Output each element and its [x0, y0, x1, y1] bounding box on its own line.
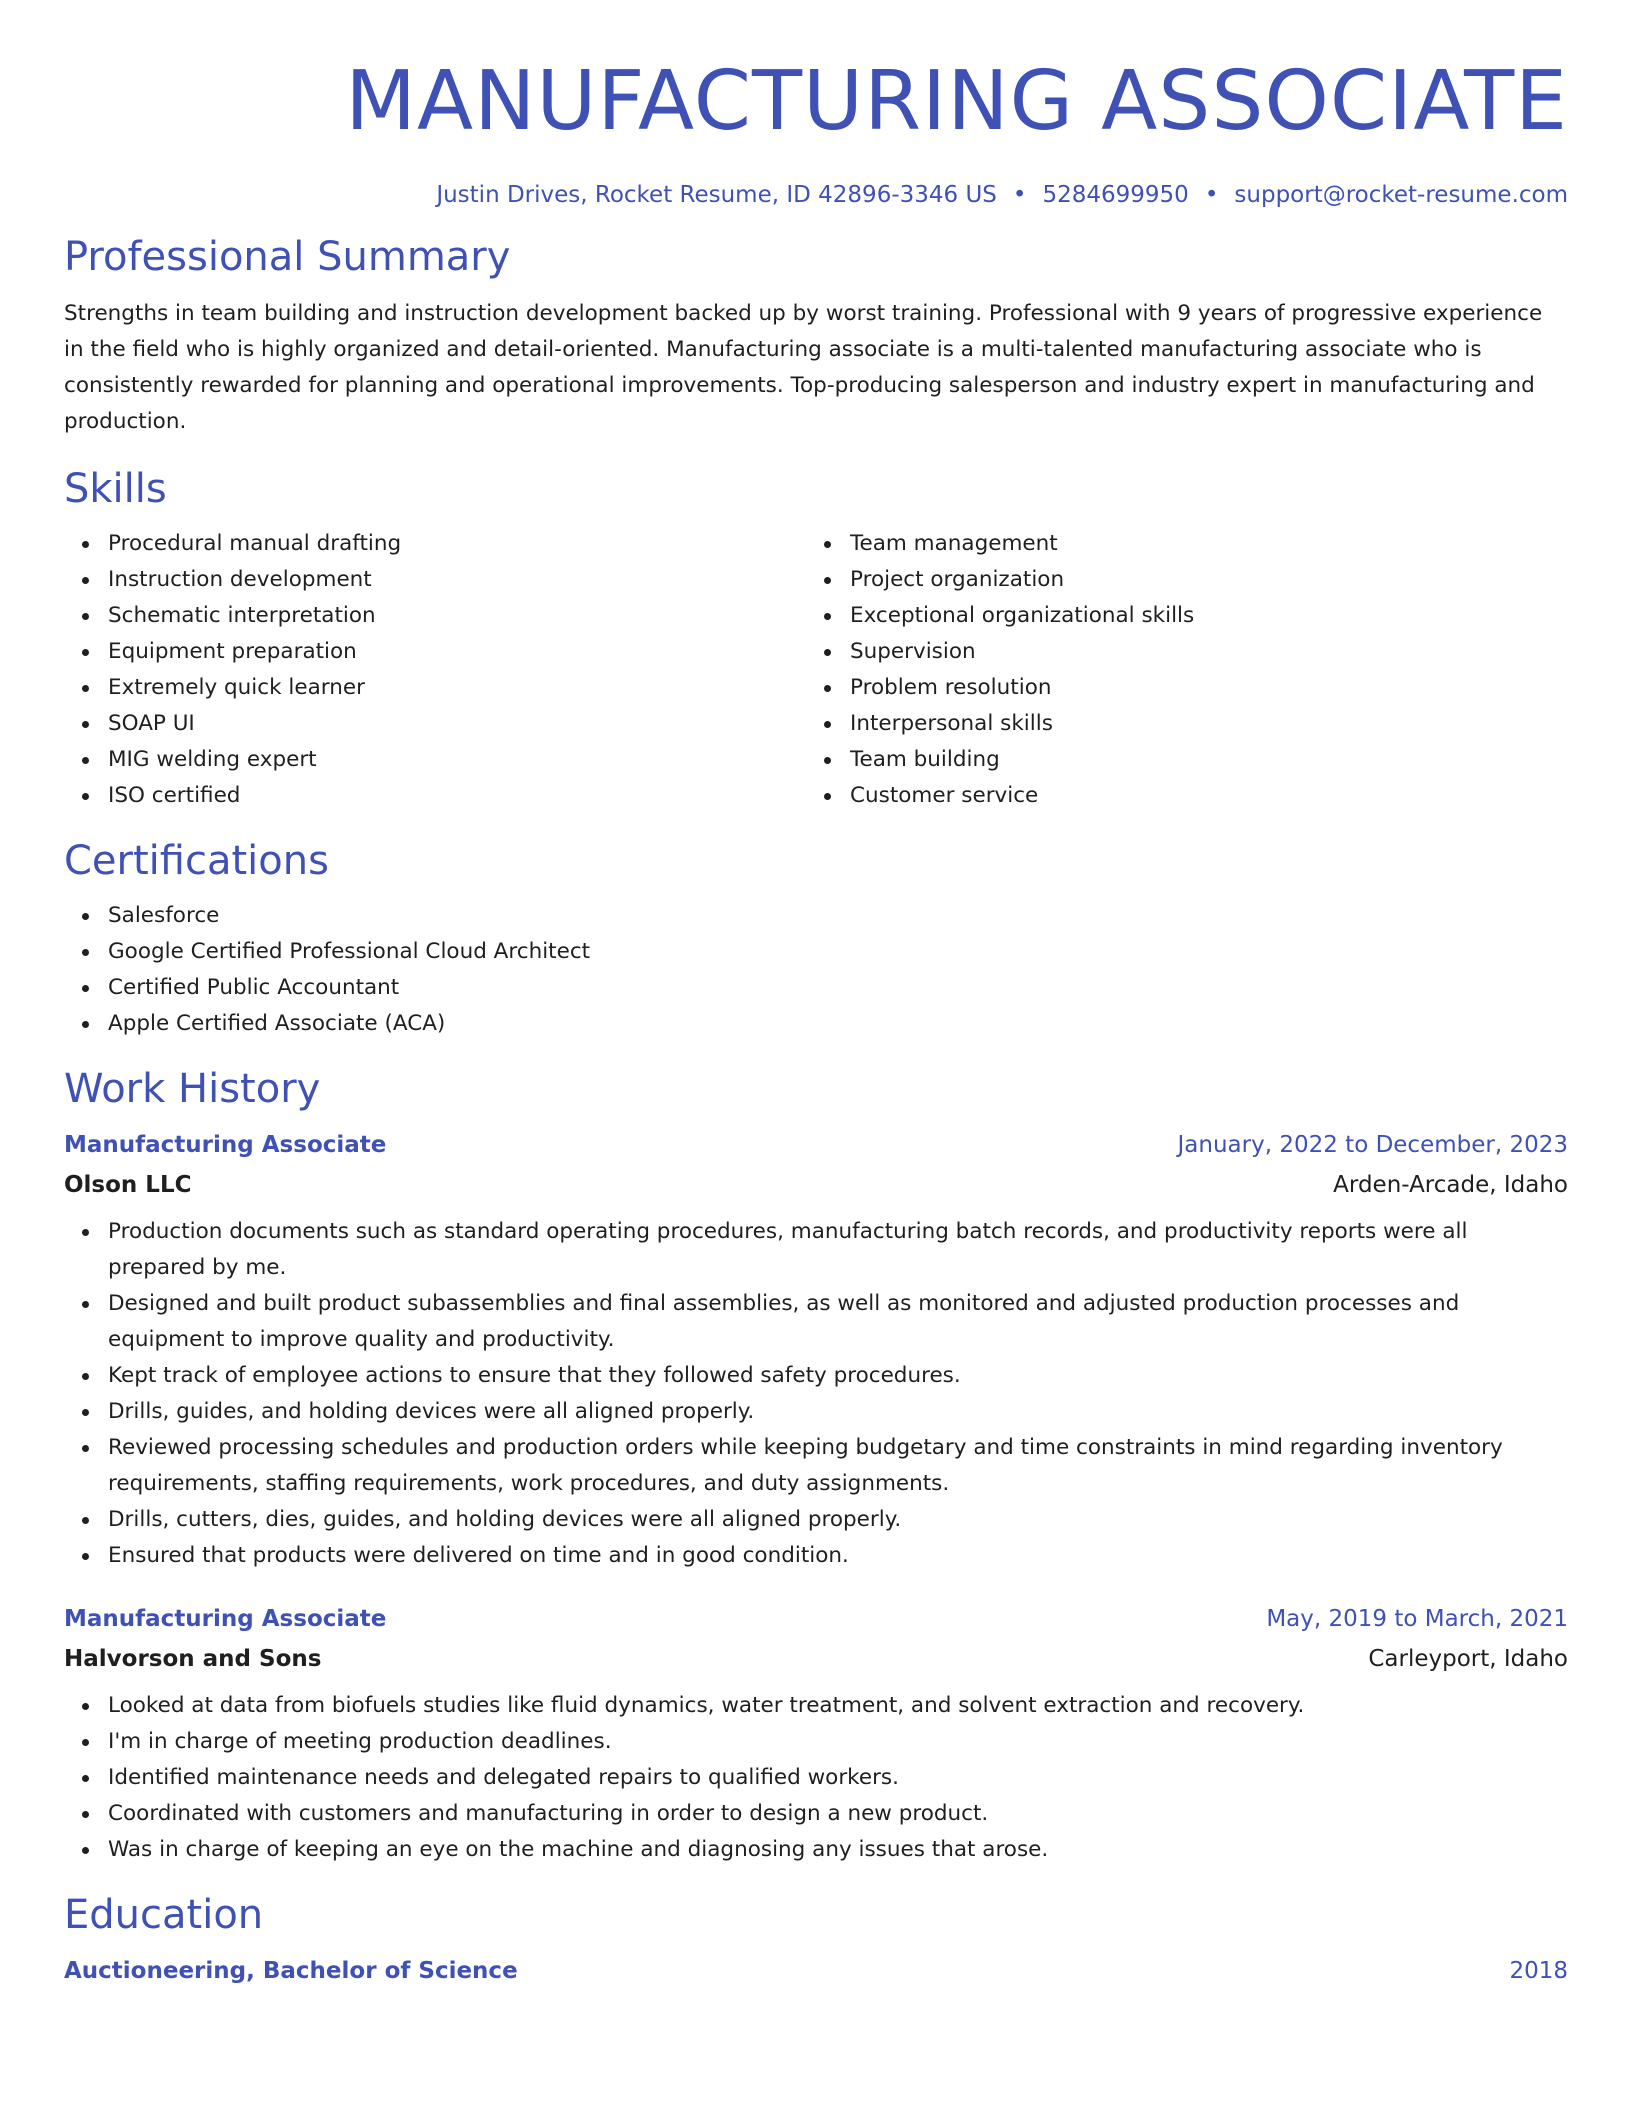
- job-bullet: Production documents such as standard operating procedures, manufacturing batch records, and productivity reports were all prepared by me.: [108, 1214, 1568, 1286]
- job-bullet: Drills, cutters, dies, guides, and holding devices were all aligned properly.: [108, 1502, 1568, 1538]
- job-bullet: Drills, guides, and holding devices were all aligned properly.: [108, 1394, 1568, 1430]
- certification-item: Certified Public Accountant: [108, 970, 1568, 1006]
- certifications-section: [64, 836, 1568, 1042]
- skill-item: MIG welding expert: [108, 742, 806, 778]
- education-year: 2018: [1509, 1958, 1568, 1984]
- job-bullet: Reviewed processing schedules and production orders while keeping budgetary and time constraints in mind regarding inventory requirements, staffing requirements, work procedures, and duty assignments.: [108, 1430, 1568, 1502]
- job-header: [64, 1130, 1568, 1160]
- skill-item: Procedural manual drafting: [108, 526, 806, 562]
- job-bullets: [64, 1688, 1568, 1868]
- resume-header: [64, 0, 1568, 210]
- section-title-summary: Professional Summary: [64, 234, 511, 280]
- job-bullet: Was in charge of keeping an eye on the machine and diagnosing any issues that arose.: [108, 1832, 1568, 1868]
- job-bullet: Looked at data from biofuels studies like fluid dynamics, water treatment, and solvent extraction and recovery.: [108, 1688, 1568, 1724]
- skill-item: Schematic interpretation: [108, 598, 806, 634]
- job-subheader: [64, 1644, 1568, 1674]
- section-title-certifications: Certifications: [64, 838, 329, 884]
- job-subheader: [64, 1170, 1568, 1200]
- skill-item: Extremely quick learner: [108, 670, 806, 706]
- certification-item: Google Certified Professional Cloud Architect: [108, 934, 1568, 970]
- job-entry: [64, 1130, 1568, 1574]
- contact-line: [64, 180, 1568, 210]
- contact-separator: •: [1012, 182, 1027, 208]
- skill-item: Interpersonal skills: [850, 706, 1548, 742]
- skill-item: ISO certified: [108, 778, 806, 814]
- job-company: Halvorson and Sons: [64, 1646, 322, 1672]
- contact-phone[interactable]: 5284699950: [1042, 182, 1189, 208]
- skills-grid: [64, 514, 1568, 814]
- skill-item: Team building: [850, 742, 1548, 778]
- job-bullet: Kept track of employee actions to ensure that they followed safety procedures.: [108, 1358, 1568, 1394]
- certifications-list: [64, 898, 1568, 1042]
- job-location: Arden-Arcade, Idaho: [1333, 1172, 1568, 1198]
- job-location: Carleyport, Idaho: [1368, 1646, 1568, 1672]
- section-title-work-history: Work History: [64, 1066, 321, 1112]
- education-degree: Auctioneering, Bachelor of Science: [64, 1958, 518, 1984]
- job-bullet: Ensured that products were delivered on time and in good condition.: [108, 1538, 1568, 1574]
- job-title: Manufacturing Associate: [64, 1132, 387, 1158]
- section-title-skills: Skills: [64, 466, 167, 512]
- skills-list-left: [64, 526, 806, 814]
- skill-item: Instruction development: [108, 562, 806, 598]
- section-title-education: Education: [64, 1892, 264, 1938]
- skill-item: Project organization: [850, 562, 1548, 598]
- job-bullet: Designed and built product subassemblies and final assemblies, as well as monitored and adjusted production processes and equipment to improve quality and productivity.: [108, 1286, 1568, 1358]
- skill-item: SOAP UI: [108, 706, 806, 742]
- contact-email[interactable]: support@rocket-resume.com: [1234, 182, 1568, 208]
- job-dates: May, 2019 to March, 2021: [1266, 1606, 1568, 1632]
- education-section: [64, 1890, 1568, 1986]
- contact-separator: •: [1204, 182, 1219, 208]
- skill-item: Supervision: [850, 634, 1548, 670]
- skill-item: Problem resolution: [850, 670, 1548, 706]
- certification-item: Apple Certified Associate (ACA): [108, 1006, 1568, 1042]
- skill-item: Exceptional organizational skills: [850, 598, 1548, 634]
- job-dates: January, 2022 to December, 2023: [1177, 1132, 1568, 1158]
- skills-list-right: [806, 526, 1548, 814]
- job-bullet: Coordinated with customers and manufacturing in order to design a new product.: [108, 1796, 1568, 1832]
- education-header: [64, 1956, 1568, 1986]
- skill-item: Customer service: [850, 778, 1548, 814]
- skill-item: Team management: [850, 526, 1548, 562]
- skill-item: Equipment preparation: [108, 634, 806, 670]
- work-history-section: [64, 1064, 1568, 1868]
- job-title: Manufacturing Associate: [64, 1606, 387, 1632]
- job-entry: [64, 1604, 1568, 1868]
- summary-section: [64, 232, 1568, 440]
- summary-text: Strengths in team building and instruction development backed up by worst training. Professional with 9 years of progressive experience in the field who is highly organized and detail-oriented. Manufacturing associate is a multi-talented manufacturing associate who is consistently rewarded for planning and operational improvements. Top-producing salesperson and industry expert in manufacturing and production.: [64, 301, 1543, 434]
- job-bullet: I'm in charge of meeting production deadlines.: [108, 1724, 1568, 1760]
- candidate-name: MANUFACTURING ASSOCIATE: [345, 54, 1568, 149]
- job-company: Olson LLC: [64, 1172, 192, 1198]
- job-bullets: [64, 1214, 1568, 1574]
- job-header: [64, 1604, 1568, 1634]
- skills-section: [64, 464, 1568, 814]
- job-bullet: Identified maintenance needs and delegated repairs to qualified workers.: [108, 1760, 1568, 1796]
- certification-item: Salesforce: [108, 898, 1568, 934]
- contact-address: Justin Drives, Rocket Resume, ID 42896-3346 US: [436, 182, 997, 208]
